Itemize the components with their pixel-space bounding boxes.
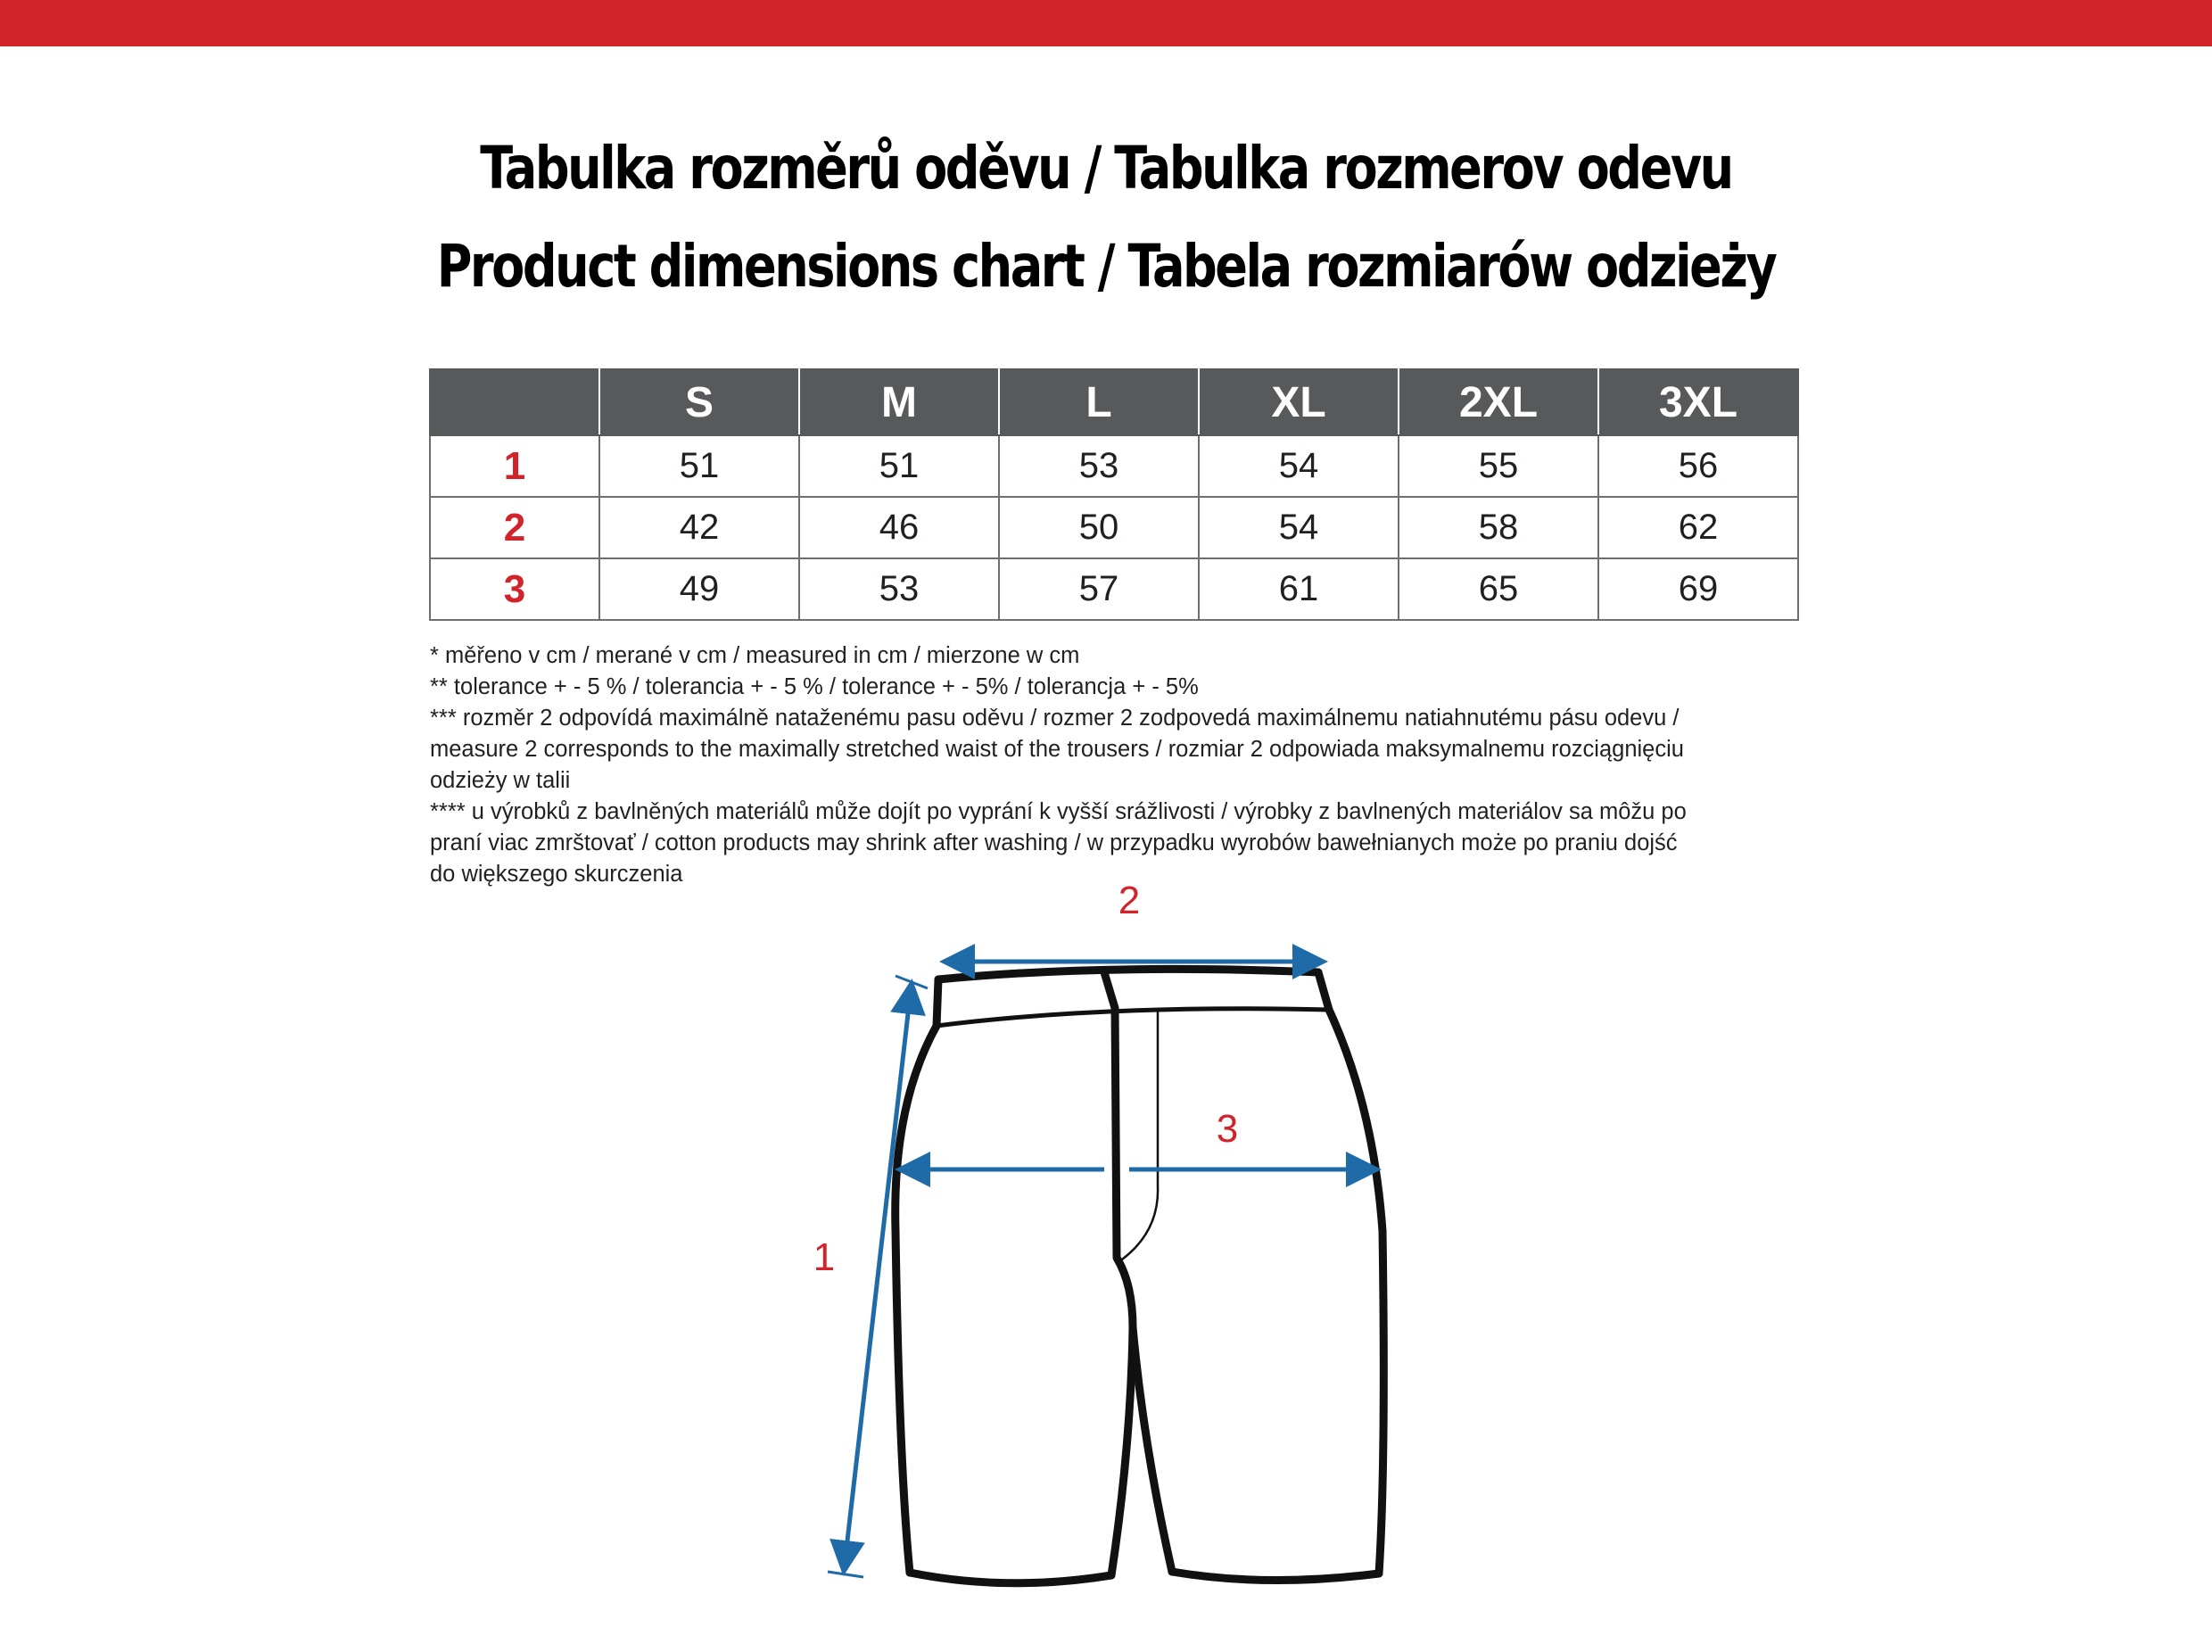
right-leg-hem xyxy=(1172,1572,1379,1581)
table-cell: 61 xyxy=(1199,558,1399,620)
table-cell: 54 xyxy=(1199,497,1399,558)
footnote-line: measure 2 corresponds to the maximally stretched waist of the trousers / rozmiar 2 odpowiada maksymalnemu rozciągnięciu xyxy=(430,737,1684,762)
table-cell: 53 xyxy=(999,435,1199,497)
table-cell: 46 xyxy=(799,497,999,558)
left-leg-inseam xyxy=(1111,1327,1133,1575)
footnote-line: odzieży w talii xyxy=(430,768,571,793)
table-cell: 42 xyxy=(599,497,799,558)
header-size-l: L xyxy=(999,369,1199,435)
page-title-line-2: Product dimensions chart / Tabela rozmiarów odzieży xyxy=(436,232,1776,301)
page-title-line-1: Tabulka rozměrů oděvu / Tabulka rozmerov odevu xyxy=(480,134,1732,202)
length-arrow-bottom-tick xyxy=(828,1572,863,1577)
waistband-left-side xyxy=(937,979,938,1026)
waistband-right-side xyxy=(1318,972,1329,1010)
fly-center-line xyxy=(1104,972,1133,1327)
header-size-2xl: 2XL xyxy=(1399,369,1598,435)
table-cell: 62 xyxy=(1598,497,1798,558)
header-size-xl: XL xyxy=(1199,369,1399,435)
waistband-top xyxy=(938,969,1318,979)
label-waist: 2 xyxy=(1118,879,1141,922)
measurement-arrows xyxy=(828,962,1377,1577)
left-leg-outer xyxy=(896,1026,937,1573)
right-leg-inseam xyxy=(1133,1327,1172,1572)
table-cell: 51 xyxy=(799,435,999,497)
header-size-m: M xyxy=(799,369,999,435)
label-length: 1 xyxy=(813,1235,836,1279)
row-label: 3 xyxy=(430,558,599,620)
footnote-line: *** rozměr 2 odpovídá maximálně nataženému pasu oděvu / rozmer 2 zodpovedá maximálnemu natiahnutému pásu odevu / xyxy=(430,706,1680,731)
row-label: 1 xyxy=(430,435,599,497)
table-cell: 53 xyxy=(799,558,999,620)
footnote-line: * měřeno v cm / merané v cm / measured in cm / mierzone w cm xyxy=(430,643,1080,668)
footnote-line: praní viac zmrštovať / cotton products may shrink after washing / w przypadku wyrobów bawełnianych może po praniu dojść xyxy=(430,830,1678,855)
waistband-bottom xyxy=(937,1009,1329,1026)
table-cell: 56 xyxy=(1598,435,1798,497)
table-cell: 49 xyxy=(599,558,799,620)
row-label: 2 xyxy=(430,497,599,558)
fly-stitching xyxy=(1122,1010,1158,1260)
shorts-outline xyxy=(896,969,1384,1582)
table-cell: 54 xyxy=(1199,435,1399,497)
footnote-line: ** tolerance + - 5 % / tolerancia + - 5 % / tolerance + - 5% / tolerancja + - 5% xyxy=(430,674,1199,699)
label-hip: 3 xyxy=(1216,1107,1239,1151)
table-cell: 55 xyxy=(1399,435,1598,497)
footnote-line: **** u výrobků z bavlněných materiálů může dojít po vyprání k vyšší srážlivosti / výrobky z bavlnených materiálov sa môžu po xyxy=(430,799,1687,824)
right-leg-outer xyxy=(1329,1010,1383,1574)
table-cell: 50 xyxy=(999,497,1199,558)
header-size-s: S xyxy=(599,369,799,435)
header-size-3xl: 3XL xyxy=(1598,369,1798,435)
table-cell: 51 xyxy=(599,435,799,497)
table-cell: 57 xyxy=(999,558,1199,620)
table-cell: 58 xyxy=(1399,497,1598,558)
table-cell: 65 xyxy=(1399,558,1598,620)
left-leg-hem xyxy=(910,1573,1111,1583)
footnote-line: do większego skurczenia xyxy=(430,862,683,887)
table-cell: 69 xyxy=(1598,558,1798,620)
